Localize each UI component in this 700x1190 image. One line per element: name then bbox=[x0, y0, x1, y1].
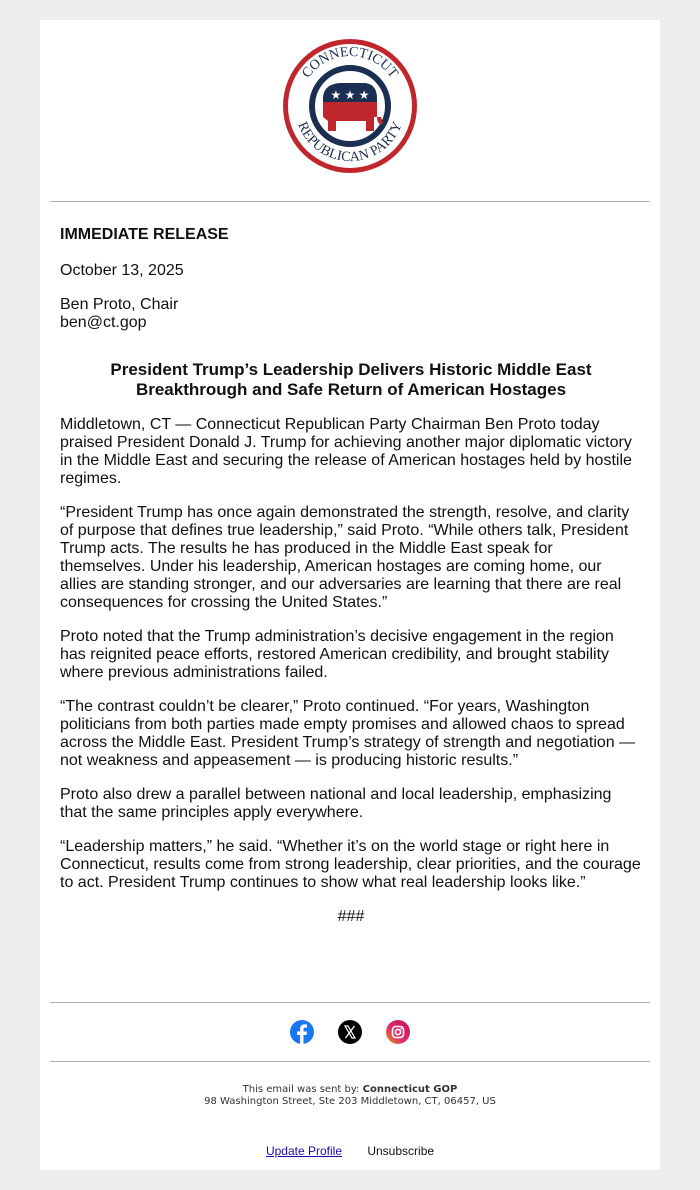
press-release-body bbox=[60, 226, 642, 942]
divider bbox=[50, 1002, 650, 1003]
contact-email: ben@ct.gop bbox=[60, 314, 147, 331]
sender-address: 98 Washington Street, Ste 203 Middletown, CT, 06457, US bbox=[204, 1096, 496, 1107]
unsubscribe-link[interactable]: Unsubscribe bbox=[367, 1144, 435, 1158]
svg-text:CONNECTICUT: CONNECTICUT bbox=[299, 44, 401, 81]
sender-name: Connecticut GOP bbox=[362, 1084, 458, 1095]
sent-by-label: This email was sent by: bbox=[242, 1084, 360, 1095]
facebook-icon[interactable] bbox=[290, 1020, 314, 1044]
divider bbox=[50, 1061, 650, 1062]
paragraph: “President Trump has once again demonstrated the strength, resolve, and clarity of purpose that defines true leadership,” said Proto. “While others talk, President Trump acts. The results he has produced in the Middle East speak for themselves. Under his leadership, American hostages are coming home, our allies are standing stronger, and our adversaries are learning that there are real consequences for crossing the United States.” bbox=[60, 504, 630, 611]
release-label: IMMEDIATE RELEASE bbox=[60, 226, 229, 243]
headline: President Trump’s Leadership Delivers Historic Middle East Breakthrough and Safe Return of American Hostages bbox=[110, 360, 592, 399]
x-icon[interactable] bbox=[338, 1020, 362, 1044]
end-mark: ### bbox=[337, 908, 365, 925]
footer bbox=[40, 1084, 660, 1108]
svg-text:REPUBLICAN PARTY: REPUBLICAN PARTY bbox=[294, 119, 406, 166]
social-links bbox=[40, 1020, 660, 1044]
ct-gop-logo bbox=[281, 37, 419, 175]
paragraph: Middletown, CT — Connecticut Republican Party Chairman Ben Proto today praised President Donald J. Trump for achieving another major diplomatic victory in the Middle East and securing the release of American hostages held by hostile regimes. bbox=[60, 416, 632, 487]
paragraph: “Leadership matters,” he said. “Whether it’s on the world stage or right here in Connecticut, results come from strong leadership, clear priorities, and the courage to act. President Trump continues to show what real leadership looks like.” bbox=[60, 838, 641, 891]
paragraph: Proto also drew a parallel between national and local leadership, emphasizing that the same principles apply everywhere. bbox=[60, 786, 612, 821]
email-card bbox=[40, 20, 660, 1170]
footer-links bbox=[40, 1144, 660, 1158]
release-date: October 13, 2025 bbox=[60, 262, 184, 279]
update-profile-link[interactable]: Update Profile bbox=[265, 1144, 342, 1158]
paragraph: Proto noted that the Trump administration’s decisive engagement in the region has reignited peace efforts, restored American credibility, and brought stability where previous administrations failed. bbox=[60, 628, 614, 681]
divider bbox=[50, 201, 650, 202]
instagram-icon[interactable] bbox=[386, 1020, 410, 1044]
contact-name: Ben Proto, Chair bbox=[60, 296, 179, 313]
paragraph: “The contrast couldn’t be clearer,” Proto continued. “For years, Washington politicians from both parties made empty promises and allowed chaos to spread across the Middle East. President Trump’s strategy of strength and negotiation — not weakness and appeasement — is producing historic results.” bbox=[60, 698, 636, 769]
svg-text:★ ★ ★: ★ ★ ★ bbox=[330, 88, 370, 102]
